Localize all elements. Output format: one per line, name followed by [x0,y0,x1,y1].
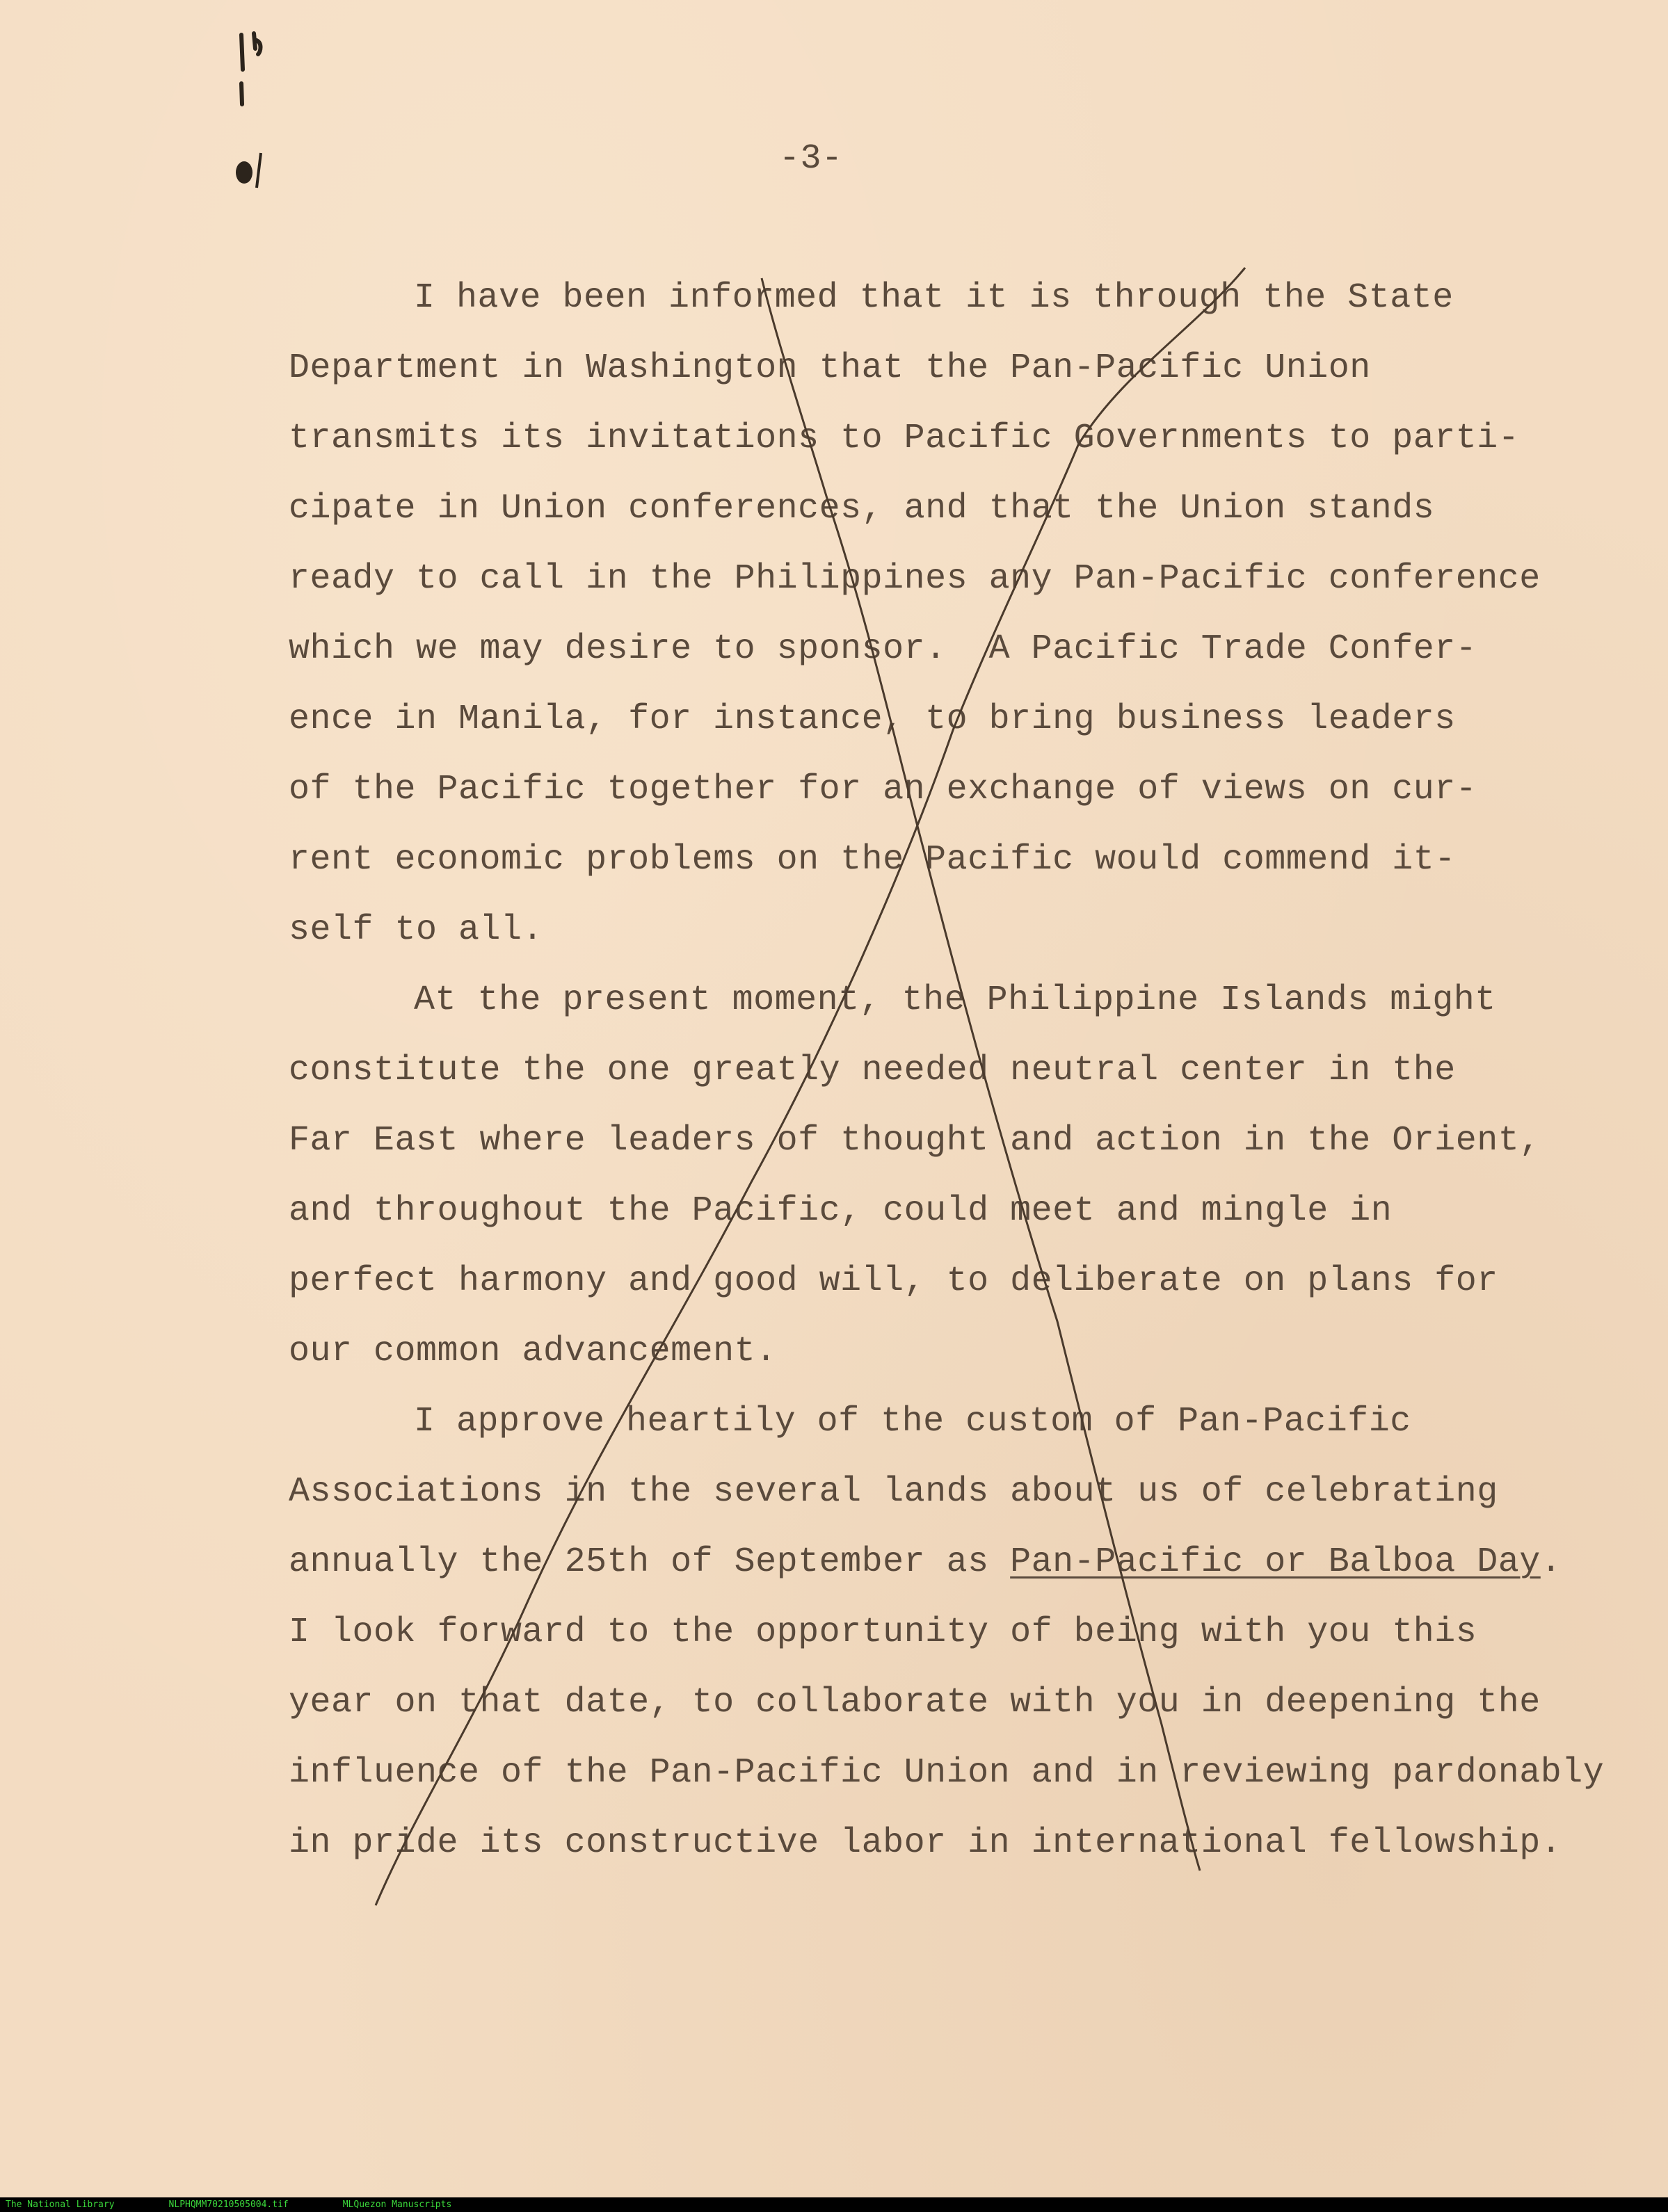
footer-file-name: NLPHQMM70210505004.tif [168,2199,289,2210]
text-line: Department in Washington that the Pan-Pacific Union [289,348,1371,388]
text-line: transmits its invitations to Pacific Governments to parti- [289,419,1520,458]
text-line: At the present moment, the Philippine Islands might [414,980,1496,1020]
text-line: ence in Manila, for instance, to bring business leaders [289,700,1456,739]
text-line-prefix: annually the 25th of September as [289,1542,1011,1582]
text-line: in pride its constructive labor in international fellowship. [289,1823,1562,1863]
text-line: Associations in the several lands about us of celebrating [289,1472,1498,1512]
archive-footer [0,2197,1668,2212]
text-line: rent economic problems on the Pacific would commend it- [289,840,1456,880]
underlined-suffix: . [1540,1542,1562,1582]
text-line: cipate in Union conferences, and that the Union stands [289,489,1435,528]
page-number: -3- [779,139,843,179]
text-line: constitute the one greatly needed neutral center in the [289,1051,1456,1090]
letter-body [289,263,1610,1878]
underlined-phrase: Pan-Pacific or Balboa Day [1010,1542,1541,1582]
text-line: of the Pacific together for an exchange of views on cur- [289,770,1477,809]
footer-collection: MLQuezon Manuscripts [342,2199,452,2210]
text-line: perfect harmony and good will, to deliberate on plans for [289,1261,1498,1301]
footer-library: The National Library [6,2199,115,2210]
text-line-balboa [289,1527,1610,1597]
text-line: I look forward to the opportunity of being with you this [289,1613,1477,1652]
text-line: year on that date, to collaborate with you in deepening the [289,1683,1541,1722]
text-line: Far East where leaders of thought and action in the Orient, [289,1121,1541,1161]
text-line: our common advancement. [289,1332,777,1371]
text-line: ready to call in the Philippines any Pan-Pacific conference [289,559,1541,599]
text-line: I approve heartily of the custom of Pan-Pacific [414,1402,1411,1442]
text-line: which we may desire to sponsor. A Pacific Trade Confer- [289,629,1477,669]
text-line: influence of the Pan-Pacific Union and in reviewing pardonably [289,1753,1605,1793]
text-line: I have been informed that it is through the State [414,278,1454,318]
text-line: and throughout the Pacific, could meet and mingle in [289,1191,1393,1231]
text-line: self to all. [289,910,544,950]
handwritten-margin-marks [226,28,310,195]
